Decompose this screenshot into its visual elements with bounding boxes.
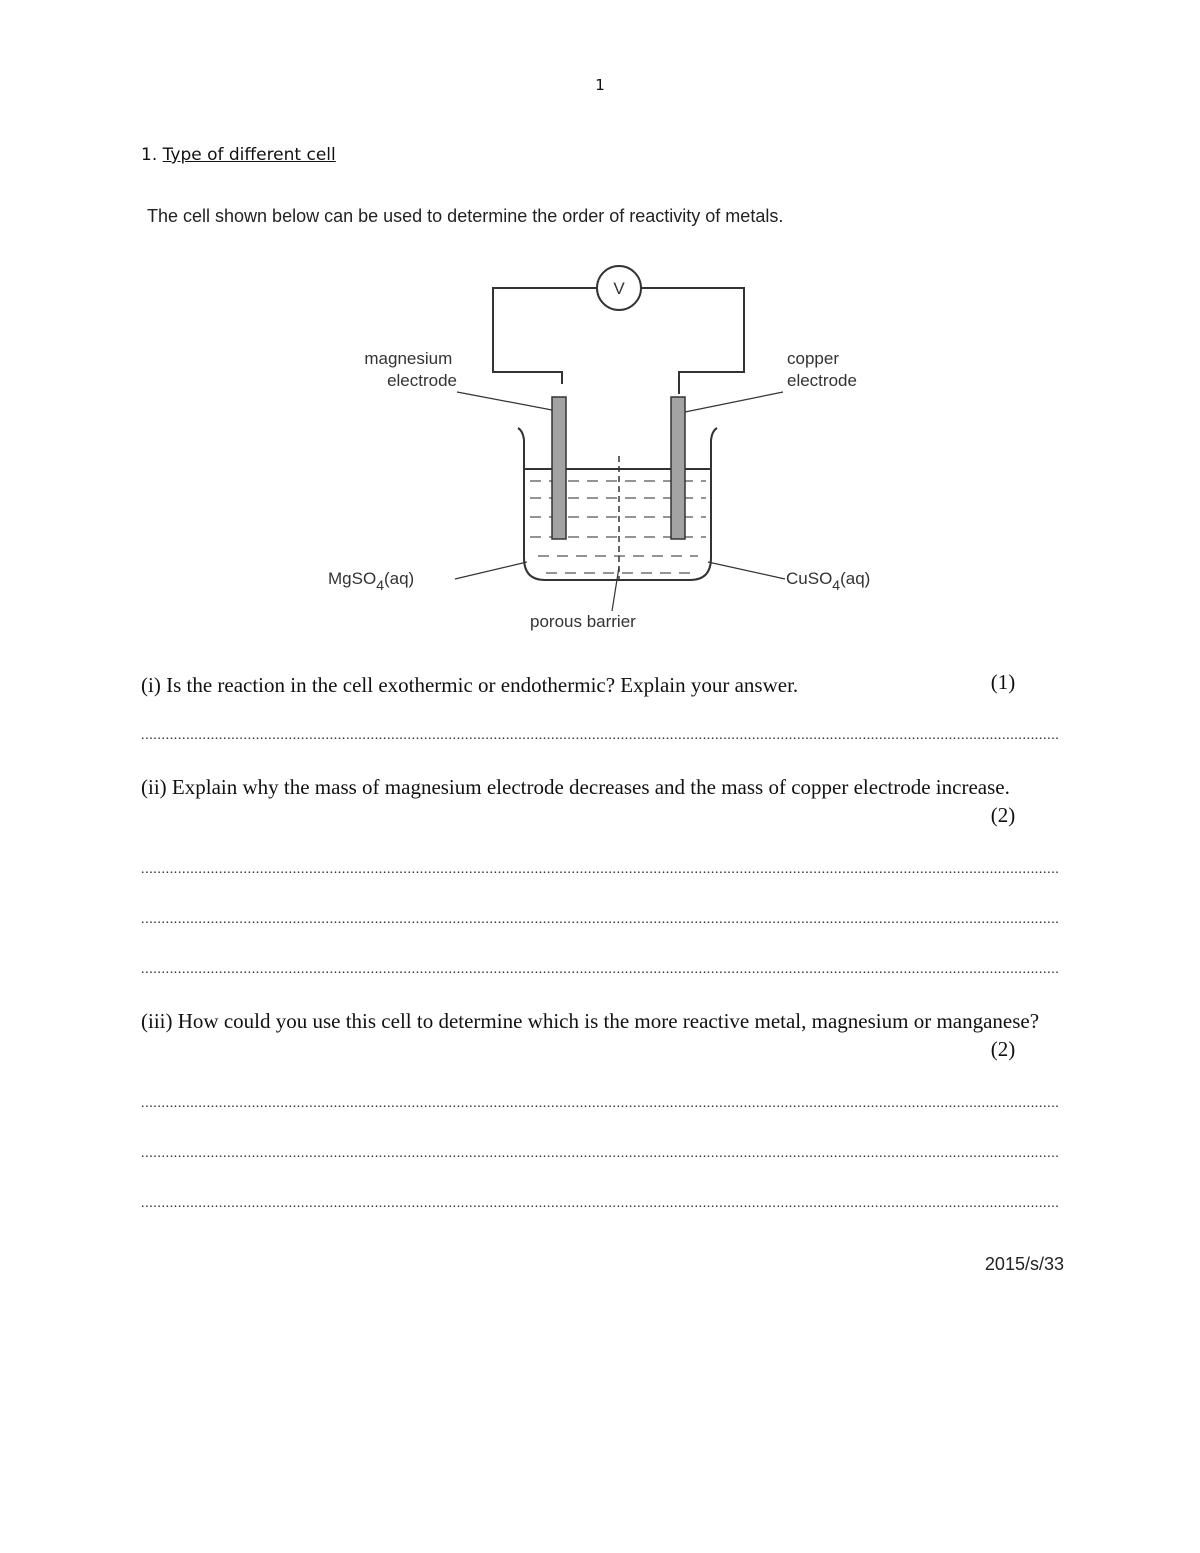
answer-line: ................................................................................................................................................................................................................................ [141, 912, 1059, 927]
copper-electrode [671, 397, 685, 539]
answer-line: ................................................................................................................................................................................................................................ [141, 962, 1059, 977]
question-ii: (ii) Explain why the mass of magnesium electrode decreases and the mass of copper electrode increase. [141, 775, 1010, 799]
cuso4-label: CuSO$_4$(aq) [786, 569, 871, 593]
answer-line: ................................................................................................................................................................................................................................ [141, 728, 1059, 743]
circuit-wire [493, 288, 597, 384]
question-ii-marks: (2) [990, 803, 1016, 827]
beaker [518, 428, 717, 580]
mgso4-label: MgSO$_4$(aq) [328, 569, 415, 593]
section-heading [141, 145, 336, 165]
magnesium-electrode [552, 397, 566, 539]
question-iii-marks: (2) [990, 1037, 1016, 1061]
question-i-marks: (1) [990, 670, 1016, 694]
electrochemical-cell-diagram [300, 255, 900, 640]
copper-label: copper electrode [787, 349, 857, 390]
intro-text: The cell shown below can be used to determine the order of reactivity of metals. [147, 206, 784, 226]
leader-line [685, 392, 783, 412]
answer-line: ................................................................................................................................................................................................................................ [141, 1146, 1059, 1161]
magnesium-label: magnesium electrode [364, 349, 457, 390]
page-number: 1 [595, 76, 605, 94]
voltmeter-symbol: V [613, 279, 625, 298]
answer-line: ................................................................................................................................................................................................................................ [141, 1096, 1059, 1111]
section-number: 1. [141, 145, 158, 165]
question-iii: (iii) How could you use this cell to determine which is the more reactive metal, magnesium or manganese? [141, 1009, 1040, 1033]
circuit-wire [641, 288, 744, 394]
barrier-label: porous barrier [530, 612, 636, 631]
leader-line [457, 392, 552, 410]
question-i: (i) Is the reaction in the cell exothermic or endothermic? Explain your answer. [141, 673, 799, 697]
leader-line [455, 562, 527, 579]
answer-line: ................................................................................................................................................................................................................................ [141, 1196, 1059, 1211]
leader-line [708, 562, 785, 579]
answer-line: ................................................................................................................................................................................................................................ [141, 862, 1059, 877]
section-title: Type of different cell [162, 145, 336, 165]
paper-reference: 2015/s/33 [984, 1254, 1064, 1274]
